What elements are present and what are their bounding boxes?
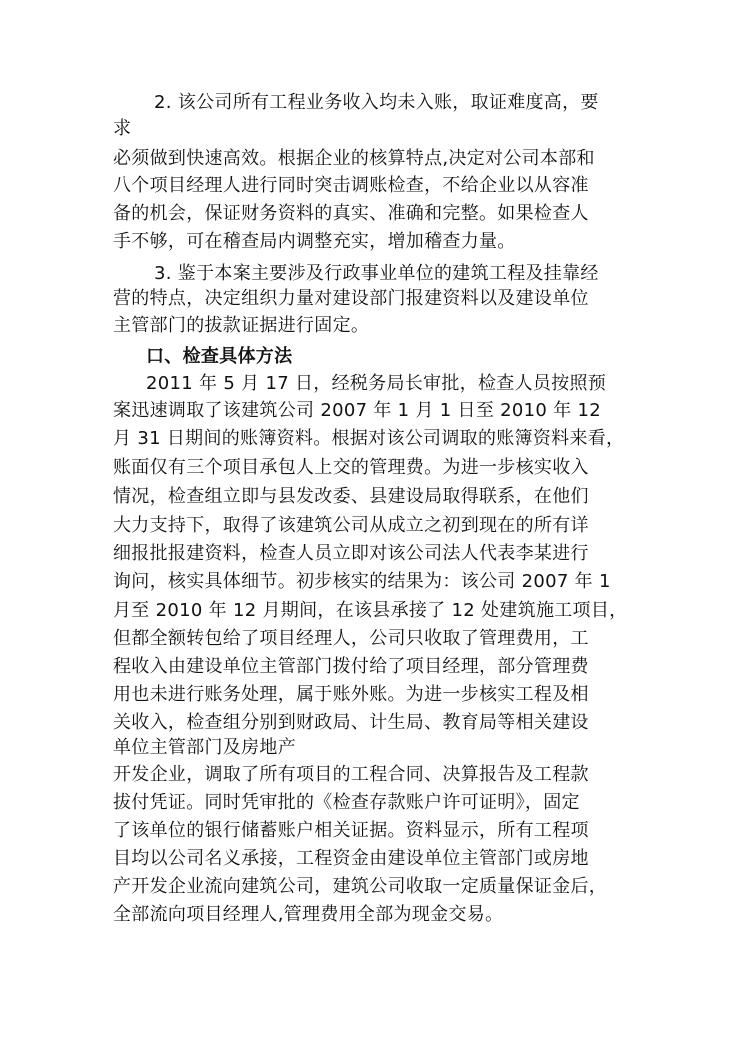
paragraph-4-line-14: 单位主管部门及房地产 (113, 737, 296, 758)
paragraph-4-line-11: 程收入由建设单位主管部门拨付给了项目经理，部分管理费 (113, 656, 589, 677)
paragraph-4-line-5: 情况，检查组立即与县发改委、县建设局取得联系，在他们 (113, 486, 589, 507)
paragraph-4-line-12: 用也未进行账务处理，属于账外账。为进一步核实工程及相 (113, 684, 589, 705)
paragraph-3-line-3: 主管部门的拔款证据进行固定。 (113, 315, 370, 336)
paragraph-2-line-1: 2. 该公司所有工程业务收入均未入账，取证难度高，要 (154, 92, 599, 113)
paragraph-4-line-10: 但都全额转包给了项目经理人，公司只收取了管理费用，工 (113, 628, 589, 649)
paragraph-2-line-4: 八个项目经理人进行同时突击调账检查，不给企业以从容准 (113, 175, 589, 196)
section-heading: 口、检查具体方法 (146, 346, 293, 367)
paragraph-4-line-6: 大力支持下，取得了该建筑公司从成立之初到现在的所有详 (113, 515, 589, 536)
paragraph-5-line-5: 产开发企业流向建筑公司，建筑公司收取一定质量保证金后， (113, 876, 608, 897)
paragraph-5-line-1: 开发企业，调取了所有项目的工程合同、决算报告及工程款 (113, 764, 589, 785)
paragraph-2-line-6: 手不够，可在稽查局内调整充实，增加稽查力量。 (113, 231, 516, 252)
paragraph-4-line-7: 细报批报建资料，检查人员立即对该公司法人代表李某进行 (113, 543, 589, 564)
paragraph-5-line-6: 全部流向项目经理人,管理费用全部为现金交易。 (113, 904, 504, 925)
paragraph-4-line-1: 2011 年 5 月 17 日，经税务局长审批，检查人员按照预 (146, 373, 607, 394)
paragraph-3-line-2: 营的特点，决定组织力量对建设部门报建资料以及建设单位 (113, 288, 589, 309)
paragraph-5-line-3: 了该单位的银行储蓄账户相关证据。资料显示，所有工程项 (113, 820, 589, 841)
paragraph-4-line-3: 月 31 日期间的账簿资料。根据对该公司调取的账簿资料来看， (113, 428, 625, 449)
paragraph-5-line-4: 目均以公司名义承接，工程资金由建设单位主管部门或房地 (113, 848, 589, 869)
paragraph-4-line-4: 账面仅有三个项目承包人上交的管理费。为进一步核实收入 (113, 457, 589, 478)
paragraph-4-line-2: 案迅速调取了该建筑公司 2007 年 1 月 1 日至 2010 年 12 (113, 400, 602, 421)
paragraph-5-line-2: 拔付凭证。同时凭审批的《检查存款账户许可证明》，固定 (113, 792, 580, 813)
paragraph-3-line-1: 3. 鉴于本案主要涉及行政事业单位的建筑工程及挂靠经 (154, 263, 599, 284)
paragraph-4-line-8: 询问，核实具体细节。初步核实的结果为：该公司 2007 年 1 (113, 571, 611, 592)
paragraph-2-line-2: 求 (113, 118, 132, 139)
paragraph-4-line-13: 关收入，检查组分别到财政局、计生局、教育局等相关建设 (113, 712, 589, 733)
paragraph-4-line-9: 月至 2010 年 12 月期间，在该县承接了 12 处建筑施工项目， (113, 600, 628, 621)
paragraph-2-line-5: 备的机会，保证财务资料的真实、准确和完整。如果检查人 (113, 203, 589, 224)
paragraph-2-line-3: 必须做到快速高效。根据企业的核算特点,决定对公司本部和 (113, 148, 595, 169)
